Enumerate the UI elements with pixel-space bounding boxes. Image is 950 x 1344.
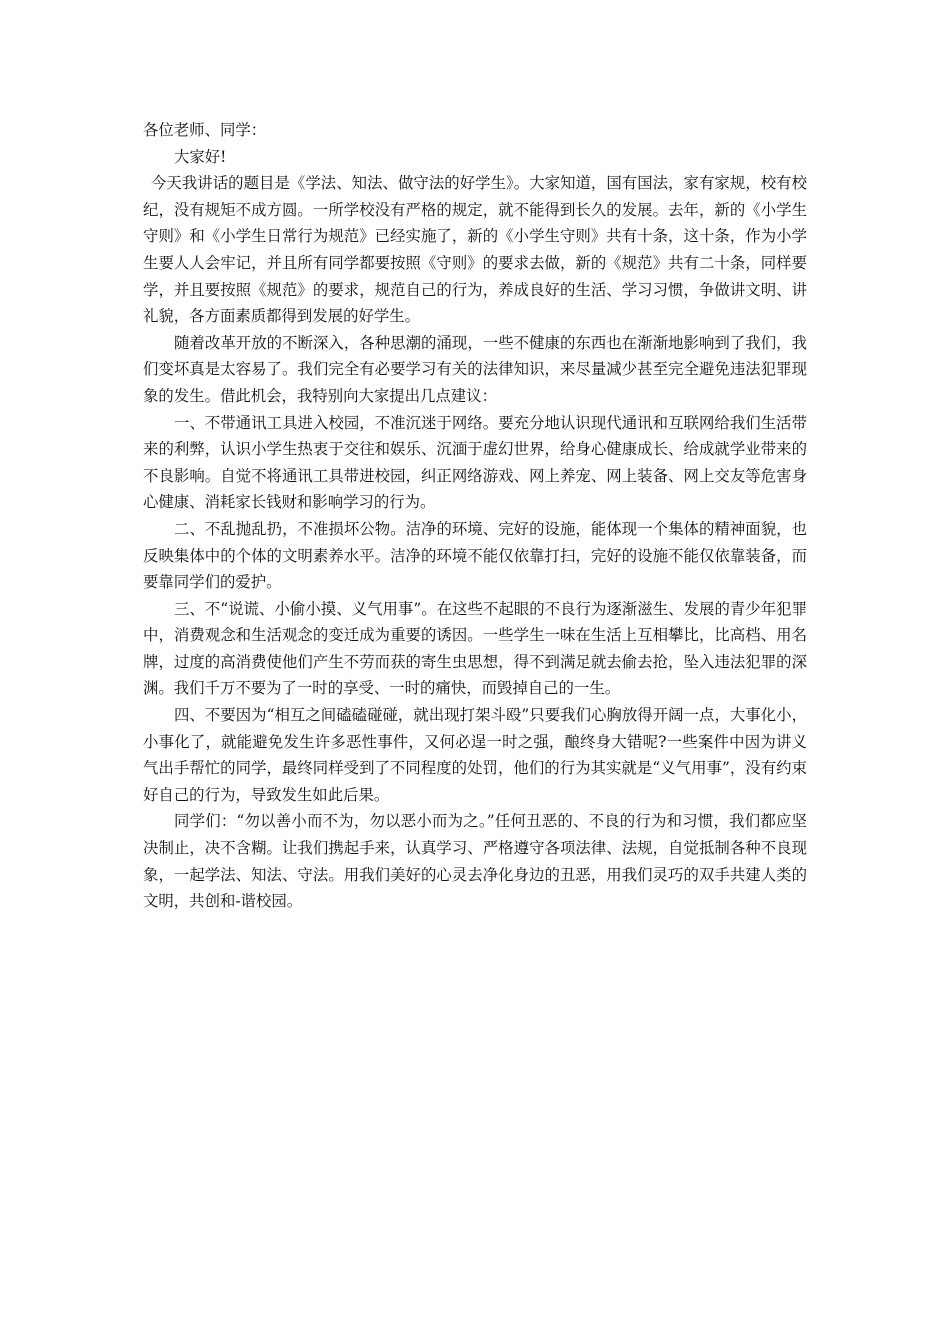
paragraph-suggestion-1: 一、不带通讯工具进入校园，不准沉迷于网络。要充分地认识现代通讯和互联网给我们生活带来的利弊，认识小学生热衷于交往和娱乐、沉湎于虚幻世界，给身心健康成长、给成就学业带来的不良影响。自觉不将通讯工具带进校园，纠正网络游戏、网上养宠、网上装备、网上交友等危害身心健康、消耗家长钱财和影响学习的行为。 — [143, 413, 807, 512]
paragraph-suggestion-2: 二、不乱抛乱扔，不准损坏公物。洁净的环境、完好的设施，能体现一个集体的精神面貌，也反映集体中的个体的文明素养水平。洁净的环境不能仅依靠打扫，完好的设施不能仅依靠装备，而要靠同学们的爱护。 — [143, 519, 807, 592]
paragraph-intro: 今天我讲话的题目是《学法、知法、做守法的好学生》。大家知道，国有国法，家有家规，校有校纪，没有规矩不成方圆。一所学校没有严格的规定，就不能得到长久的发展。去年，新的《小学生守则》和《小学生日常行为规范》已经实施了，新的《小学生守则》共有十条，这十条，作为小学生要人人会牢记，并且所有同学都要按照《守则》的要求去做，新的《规范》共有二十条，同样要学，并且要按照《规范》的要求，规范自己的行为，养成良好的生活、学习习惯，争做讲文明、讲礼貌，各方面素质都得到发展的好学生。 — [143, 174, 807, 326]
paragraph-suggestion-4: 四、不要因为“相互之间磕磕碰碰，就出现打架斗殴”只要我们心胸放得开阔一点，大事化小，小事化了，就能避免发生许多恶性事件，又何必逞一时之强，酿终身大错呢?一些案件中因为讲义气出手帮忙的同学，最终同样受到了不同程度的处罚，他们的行为其实就是“义气用事”，没有约束好自己的行为，导致发生如此后果。 — [143, 706, 807, 804]
greeting: 大家好! — [174, 147, 227, 166]
salutation: 各位老师、同学： — [143, 121, 267, 139]
paragraph-conclusion: 同学们：“勿以善小而不为，勿以恶小而为之。”任何丑恶的、不良的行为和习惯，我们都应坚决制止，决不含糊。让我们携起手来，认真学习、严格遵守各项法律、法规，自觉抵制各种不良现象，一起学法、知法、守法。用我们美好的心灵去净化身边的丑恶，用我们灵巧的双手共建人类的文明，共创和-谐校园。 — [143, 812, 807, 911]
paragraph-suggestion-3: 三、不“说谎、小偷小摸、义气用事”。在这些不起眼的不良行为逐渐滋生、发展的青少年犯罪中，消费观念和生活观念的变迁成为重要的诱因。一些学生一味在生活上互相攀比，比高档、用名牌，过度的高消费使他们产生不劳而获的寄生虫思想，得不到满足就去偷去抢，坠入违法犯罪的深渊。我们千万不要为了一时的享受、一时的痛快，而毁掉自己的一生。 — [143, 599, 807, 698]
paragraph-context: 随着改革开放的不断深入，各种思潮的涌现，一些不健康的东西也在渐渐地影响到了我们，我们变坏真是太容易了。我们完全有必要学习有关的法律知识，来尽量减少甚至完全避免违法犯罪现象的发生。借此机会，我特别向大家提出几点建议： — [143, 333, 807, 405]
speech-body — [143, 117, 807, 915]
